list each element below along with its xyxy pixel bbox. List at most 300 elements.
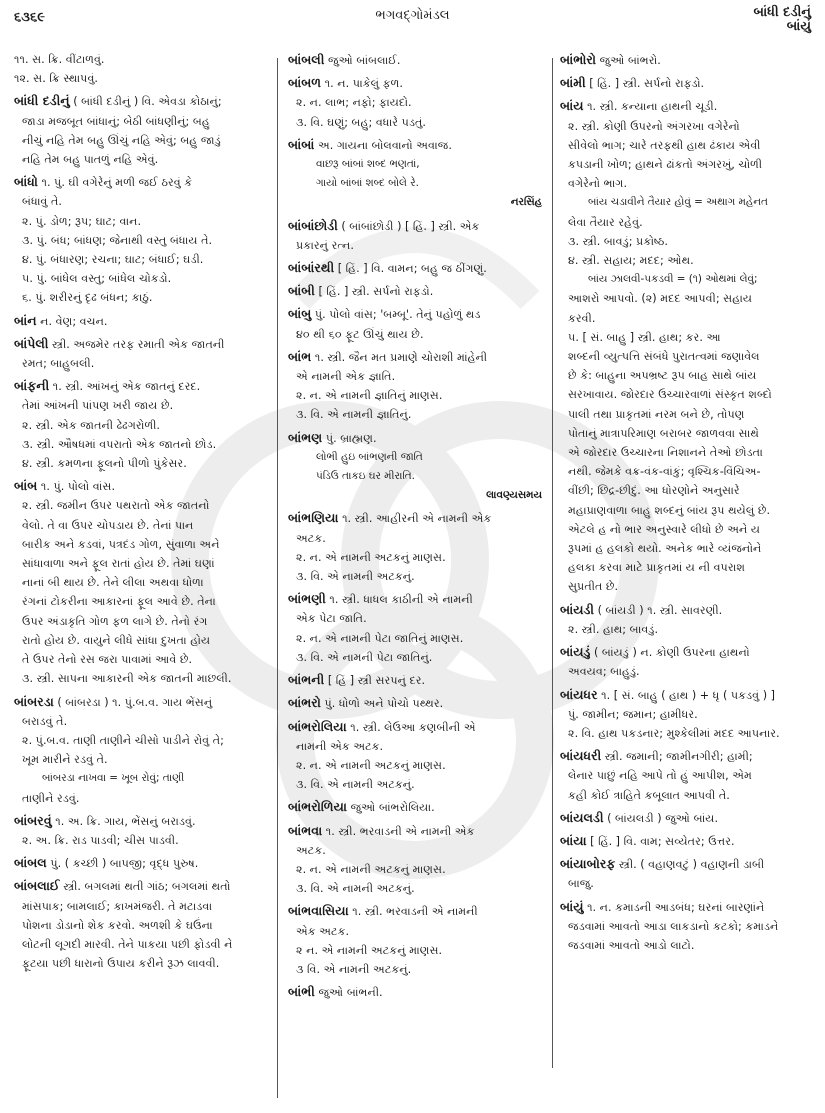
headword: બાંબલાઈ — [14, 878, 60, 894]
definition-text: ૧. સ્ત્રી. આંખનું એક જાતનું દરદ. — [49, 380, 201, 394]
definition-text: ( બાંયડી ) ૧. સ્ત્રી. સાવરણી. — [594, 603, 723, 617]
entry-headword-line — [14, 91, 272, 111]
definition-text: આશરો આપવો. (૨) મદદ આપવી; સહાય — [568, 292, 753, 306]
headword: બાંભોરો — [560, 52, 597, 67]
definition-text: ૩. વિ. એ નામની અટકનું. — [296, 882, 415, 896]
definition-text: ૧. ન. કમાડની આડબંધ; ઘરનાં બારણાંને — [583, 900, 765, 914]
entry-text-line — [288, 941, 546, 960]
entry-text-line — [560, 520, 815, 539]
definition-text: ૨. સ્ત્રી. એક જાતની ઢેઢગરોળી. — [22, 418, 160, 432]
headword: બાંયું — [560, 898, 584, 914]
entry-text-line — [288, 93, 546, 112]
entry-headword-line — [288, 717, 546, 737]
column-middle — [288, 50, 546, 1090]
definition-text: નીચું નહિ તેમ બહુ ઊંચું નહિ એવું; બહુ જાડું — [22, 133, 221, 147]
entry-text-line — [14, 831, 272, 850]
headword: બાંન — [14, 312, 37, 328]
definition-text: લેનાર પાછું નહિ આપે તો હું આપીશ, એમ — [568, 769, 752, 783]
entry-headword-line — [14, 376, 272, 396]
entry-text-line — [560, 481, 815, 500]
definition-text: પોતાનું માત્રાપરિમાણ બરાબર જાળવવા સાથે — [568, 426, 759, 440]
definition-text: ૧. અ. ક્રિ. ગાય, ભેંસનું બરાડવું. — [51, 814, 196, 828]
definition-text: ૨. સ્ત્રી. જમીન ઉપર પથરાતો એક જાતનો — [22, 499, 210, 513]
column-right — [560, 50, 815, 1090]
column-left — [14, 50, 272, 1090]
definition-text: મહાપ્રાણવાળા બાહુ શબ્દનું બાંય રૂપ થયેલું છે. — [568, 503, 771, 517]
entry-text-line — [14, 712, 272, 731]
headword: બાંબળ — [288, 75, 322, 91]
definition-text: ખૂમ મારીને રડવું તે. — [22, 753, 108, 767]
entry-headword-line — [288, 50, 546, 70]
definition-text: ૩ વિ. એ નામની અટકનું. — [296, 962, 412, 976]
headword: બાંયલડી — [560, 809, 604, 825]
definition-text: ૨. પું. ડોળ; રૂપ; ઘાટ; વાન. — [22, 214, 142, 228]
headword: બાંભરો — [288, 695, 321, 711]
definition-text: ૪૦ થી ૬૦ ફૂટ ઊંચું થાય છે. — [296, 327, 424, 341]
definition-text: ૨. ન. એ નામની અટકનું માણસ. — [296, 550, 446, 564]
definition-text: ૪. સ્ત્રી. કમળના ફૂલનો પીળો પુંકેસર. — [22, 457, 187, 471]
definition-text: જુઓ બાંભની. — [314, 986, 383, 1000]
entry-headword-line — [288, 347, 546, 367]
entry-text-line — [560, 117, 815, 136]
entry-text-line — [288, 448, 546, 467]
definition-text: પંડિઉ તાકઇ ઘર મીરાતિ. — [316, 470, 415, 483]
entry-text-line — [14, 288, 272, 307]
entry-headword-line — [560, 854, 815, 874]
definition-text: ૫. [ સં. બાહુ ] સ્ત્રી. હાથ; કર. આ — [568, 330, 721, 344]
definition-text: [ હિં. ] વિ. વામ; સવ્યેતર; ઉત્તર. — [586, 834, 735, 848]
definition-text: ૧. સ્ત્રી. ભરવાડની એ નામની એક — [322, 824, 475, 838]
definition-text: ૩. વિ. એ નામની અટકનું. — [296, 778, 415, 792]
entry-text-line — [560, 724, 815, 743]
entry-text-line — [560, 347, 815, 366]
definition-text: અવયવ; બાહુડું. — [568, 665, 640, 679]
definition-text: ( બાંબાંછોડી ) [ હિં. ] સ્ત્રી. એક — [337, 219, 480, 233]
entry-headword-line — [288, 258, 546, 278]
definition-text: જુઓ બાંબલાઈ. — [324, 54, 401, 67]
entry-text-line — [288, 648, 546, 667]
definition-text: નરસિંહ — [510, 196, 542, 209]
entry-headword-line — [288, 821, 546, 841]
definition-text: કહી કોઈ ત્રાહિતે કબૂલાત આપવી તે. — [568, 788, 730, 802]
definition-text: રાતો હોય છે. વાયુને લીધે સાંધા દુખતા હોય — [22, 633, 211, 647]
entry-text-line — [288, 486, 546, 505]
entry-headword-line — [560, 50, 815, 70]
definition-text: સાંધાવાળા અને ફૂલ રાતાં હોય છે. તેમાં ઘણાં — [22, 557, 215, 571]
entry-text-line — [288, 155, 546, 174]
entry-text-line — [288, 841, 546, 860]
definition-text: નામની એક અટક. — [296, 739, 384, 753]
definition-text: [ હિં. ] સ્ત્રી. સર્પનો રાફડો. — [314, 285, 434, 299]
entry-text-line — [14, 612, 272, 631]
definition-text: હલકા કરવા માટે પ્રાકૃતમાં ય ની વપરાશ — [568, 561, 745, 575]
definition-text: એ નામની એક જ્ઞાતિ. — [296, 370, 396, 384]
definition-text: ૨. ન. એ નામની અટકનું માણસ. — [296, 758, 446, 772]
definition-text: ( બાંધી દડીનું ) વિ. એવડા કોઠાનું; — [69, 95, 222, 109]
entry-text-line — [560, 385, 815, 404]
entry-text-line — [14, 554, 272, 573]
definition-text: ૧. સ્ત્રી. લેઉઆ કણબીની એ — [346, 720, 476, 734]
definition-text: ગાયો બાંબાં શબ્દ બોલે રે. — [316, 177, 419, 190]
entry-text-line — [288, 609, 546, 628]
entry-text-line — [560, 501, 815, 520]
definition-text: અ. ગાયના બોલવાનો અવાજ. — [314, 138, 452, 152]
entry-text-line — [560, 251, 815, 270]
entry-text-line — [560, 232, 815, 251]
definition-text: ૨. અ. ક્રિ. રાડ પાડવી; ચીસ પાડવી. — [22, 833, 179, 847]
entry-headword-line — [288, 73, 546, 93]
headword: બાંયડું — [560, 644, 591, 660]
headword: બાંભી — [288, 984, 315, 1000]
definition-text: પું. જામીન; જમાન; હામીધર. — [568, 707, 698, 721]
entry-text-line — [14, 731, 272, 750]
headword: બાંભણ — [288, 429, 323, 445]
entry-headword-line — [288, 428, 546, 448]
definition-text: ૧૧. સ. ક્રિ. વીંટાળવું. — [14, 53, 105, 66]
definition-text: ૩. સ્ત્રી. સાપના આકારની એક જાતની માછલી. — [22, 672, 232, 686]
entry-text-line — [288, 737, 546, 756]
headword: બાંપેલી — [14, 335, 49, 351]
headword: બાંબલી — [288, 52, 325, 67]
headword: બાંધી દડીનું — [14, 93, 70, 109]
entry-text-line — [14, 496, 272, 515]
definition-text: ૧. પું. પોલો વાંસ. — [37, 480, 116, 494]
definition-text: ૩. સ્ત્રી. ઔષધમાં વપરાતો એક જાતનો છોડ. — [22, 437, 217, 451]
headword: બાંભરોલિયા — [288, 718, 347, 734]
entry-text-line — [14, 269, 272, 288]
entry-text-line — [14, 535, 272, 554]
definition-text: ૩. પું. બંધ; બાંધણ; જેનાથી વસ્તુ બંધાય તે. — [22, 233, 213, 247]
headword: બાંભણિયા — [288, 510, 339, 526]
headword: બાંબરડા — [14, 693, 54, 709]
entry-headword-line — [560, 808, 815, 828]
entry-text-line — [14, 916, 272, 935]
entry-text-line — [560, 155, 815, 174]
entry-text-line — [560, 462, 815, 481]
definition-text: ૨. ન. એ નામની અટકનું માણસ. — [296, 862, 446, 876]
entry-text-line — [14, 150, 272, 169]
guide-words — [754, 6, 811, 34]
definition-text: બંધાવું તે. — [22, 195, 62, 209]
entry-headword-line — [14, 853, 272, 873]
headword: બાંયધર — [560, 686, 598, 702]
entry-text-line — [560, 786, 815, 805]
definition-text: સુપ્રતીત છે. — [568, 580, 619, 594]
entry-text-line — [288, 174, 546, 193]
definition-text: [ હિં ] સ્ત્રી સરપનું દર. — [324, 674, 426, 688]
entry-headword-line — [14, 476, 272, 496]
headword: બાંયડી — [560, 601, 595, 617]
page-header — [0, 0, 825, 44]
definition-text: લેવા તૈયાર રહેવું. — [568, 215, 643, 229]
entry-text-line — [288, 879, 546, 898]
entry-headword-line — [560, 96, 815, 116]
headword: બાંબલ — [14, 855, 47, 871]
definition-text: નહિ તેમ બહુ પાતળું નહિ એવું. — [22, 153, 159, 167]
entry-text-line — [14, 750, 272, 769]
entry-headword-line — [288, 670, 546, 690]
definition-text: સ્ત્રી. ( વહાણવટું ) વહાણની ડાબી — [615, 858, 765, 872]
entry-text-line — [14, 212, 272, 231]
definition-text: રમત; બાહુબલી. — [22, 357, 95, 371]
definition-text: ( બાંયલડી ) જુઓ બાંય. — [603, 811, 719, 825]
definition-text: જાડા મજબૂત બાંધાનું; બેઠી બાંધણીનું; બહુ — [22, 114, 210, 128]
entry-text-line — [14, 354, 272, 373]
entry-text-line — [560, 620, 815, 639]
entry-text-line — [14, 112, 272, 131]
running-title: ભગવદ્ગોમંડલ — [375, 8, 450, 23]
entry-text-line — [560, 424, 815, 443]
entry-headword-line — [560, 73, 815, 93]
entry-headword-line — [14, 692, 272, 712]
headword: બાંભવા — [288, 822, 323, 838]
entry-text-line — [288, 325, 546, 344]
entry-headword-line — [560, 831, 815, 851]
definition-text: ૩. વિ. એ નામની પેટા જાતિનું. — [296, 650, 433, 664]
entry-text-line — [560, 936, 815, 955]
headword: બાંભરોળિયા — [288, 799, 348, 815]
definition-text: બારીક અને કડવાં, પત્રદંડ ગોળ, સુંવાળા અને — [22, 537, 220, 551]
entry-text-line — [288, 367, 546, 386]
guide-word-first: બાંધી દડીનું — [753, 5, 811, 20]
definition-text: પાલી તથા પ્રાકૃતમાં નરમ બને છે, તોપણ — [568, 407, 745, 421]
headword: બાંબ — [14, 478, 38, 494]
entry-text-line — [288, 629, 546, 648]
definition-text: બાજુ. — [568, 877, 594, 891]
entry-text-line — [14, 192, 272, 211]
entry-text-line — [14, 435, 272, 454]
definition-text: ૩. વિ. એ નામની અટકનું. — [296, 570, 415, 584]
entry-text-line — [560, 309, 815, 328]
definition-text: સ્ત્રી. અજમેર તરફ રમાતી એક જાતની — [48, 337, 225, 351]
entry-headword-line — [560, 685, 815, 705]
definition-text: સીવેલો ભાગ; ચારે તરફથી હાથ ઢંકાય એવી — [568, 138, 761, 152]
definition-text: [ હિં. ] સ્ત્રી. સર્પનો રાફડો. — [585, 77, 705, 91]
entry-text-line — [288, 467, 546, 486]
definition-text: ૧. સ્ત્રી. આહીરની એ નામની એક — [338, 512, 492, 526]
entry-text-line — [14, 769, 272, 788]
entry-text-line — [14, 573, 272, 592]
entry-headword-line — [560, 746, 815, 766]
headword: બાંય — [560, 98, 584, 114]
headword: બાંબી — [288, 283, 315, 299]
definition-text: શબ્દની વ્યુત્પત્તિ સંબંધે પુરાતત્વમાં જણાવેલ — [568, 350, 760, 364]
entry-text-line — [14, 650, 272, 669]
entry-text-line — [14, 897, 272, 916]
definition-text: બરાડવું તે. — [22, 714, 68, 728]
entry-text-line — [560, 405, 815, 424]
definition-text: ૧. સ્ત્રી. ભરવાડની એ નામની — [348, 905, 478, 919]
definition-text: પું. ( કચ્છી ) બાપજી; વૃદ્ધ પુરુષ. — [46, 857, 199, 871]
definition-text: બાંય ચડાવીને તૈયાર હોવું = અથાગ મહેનત — [588, 196, 768, 209]
definition-text: એક પેટા જાતિ. — [296, 612, 367, 626]
definition-text: ૨. વિ. હાથ પકડનાર; મુશ્કેલીમાં મદદ આપનાર. — [568, 726, 780, 740]
headword: બાંબરવું — [14, 812, 52, 828]
definition-text: ફૂટયા પછી ધારાનો ઉપાય કરીને રૂઝ લાવવી. — [22, 957, 220, 971]
definition-text: લોટની લૂગદી મારવી. તેને પાકયા પછી ફોડવી ને — [22, 937, 233, 951]
definition-text: ૧. સ્ત્રી. કન્યાના હાથની ચૂડી. — [583, 100, 718, 114]
definition-text: ૩. વિ. એ નામની જ્ઞાતિનું. — [296, 408, 412, 422]
definition-text: ૧. પું. ઘી વગેરેનું મળી જઈ ઠરવું કે — [37, 176, 193, 190]
entry-text-line — [560, 874, 815, 893]
dictionary-body — [0, 50, 825, 1100]
entry-headword-line — [14, 876, 272, 896]
entry-headword-line — [288, 508, 546, 528]
definition-text: ૨. સ્ત્રી. હાથ; બાવડું. — [568, 622, 659, 636]
entry-headword-line — [288, 901, 546, 921]
definition-text: રંગનાં ટોકરીના આકારનાં ફૂલ આવે છે. તેના — [22, 595, 216, 609]
entry-text-line — [288, 860, 546, 879]
definition-text: ( બાંબરડા ) ૧. પું.બ.વ. ગાય ભેંસનું — [53, 695, 213, 709]
headword: બાંધો — [14, 174, 38, 190]
entry-headword-line — [560, 600, 815, 620]
entry-text-line — [14, 50, 272, 69]
definition-text: છે કે: બાહુના અપભ્રષ્ટ રૂપ બાહ સાથે બાંય — [568, 369, 757, 383]
definition-text: ન. વેણ; વચન. — [36, 314, 108, 328]
entry-headword-line — [288, 589, 546, 609]
guide-word-last: બાંયું — [786, 19, 811, 34]
entry-text-line — [560, 328, 815, 347]
definition-text: અટક. — [296, 531, 326, 545]
definition-text: વાછરૂ બાંબાં શબ્દ ભણતાં, — [316, 158, 420, 171]
headword: બાંફની — [14, 378, 50, 394]
headword: બાંભની — [288, 672, 325, 688]
headword: બાંબાં — [288, 136, 315, 152]
headword: બાંયધરી — [560, 748, 602, 764]
headword: બાંબાંરથી — [288, 260, 335, 276]
entry-text-line — [14, 396, 272, 415]
headword: બાંમી — [560, 75, 586, 91]
entry-headword-line — [288, 693, 546, 713]
definition-text: ૫. પું. બાંધેલ વસ્તુ; બાંધેલ ચોકડો. — [22, 272, 172, 286]
entry-headword-line — [14, 811, 272, 831]
entry-headword-line — [288, 797, 546, 817]
entry-text-line — [288, 236, 546, 255]
definition-text: સ્ત્રી. જમાની; જામીનગીરી; હામી; — [601, 750, 753, 764]
definition-text: જડવામાં આવતો આડો લાટો. — [568, 938, 695, 952]
definition-text: લાવણ્યસમય — [486, 489, 542, 502]
definition-text: ૪. પું. બંધારણ; રચના; ઘાટ; બંધાઈ; ઘડી. — [22, 253, 204, 267]
definition-text: તાણીને રડવું. — [22, 791, 80, 805]
headword: બાંભણી — [288, 591, 326, 607]
entry-text-line — [560, 270, 815, 289]
entry-text-line — [560, 366, 815, 385]
definition-text: પોશના ડોડાનો શેક કરવો. અળશી કે ઘઉંના — [22, 918, 213, 932]
definition-text: બાંય ઝાલવી-પકડવી = (૧) ઓથમાં લેવું; — [588, 273, 758, 286]
entry-text-line — [560, 705, 815, 724]
definition-text: ૨. સ્ત્રી. કોણી ઉપરનો અંગરખા વગેરેનો — [568, 119, 740, 133]
entry-text-line — [560, 577, 815, 596]
entry-text-line — [14, 416, 272, 435]
definition-text: તેમાં આંખની પાંપણ ખરી જાય છે. — [22, 399, 174, 413]
entry-headword-line — [288, 135, 546, 155]
definition-text: જુઓ બાંભરો. — [596, 54, 661, 67]
definition-text: તે ઉપર તેનો રસ જરા પાવામાં આવે છે. — [22, 653, 193, 667]
entry-text-line — [14, 592, 272, 611]
entry-text-line — [14, 935, 272, 954]
entry-text-line — [560, 136, 815, 155]
definition-text: કપડાની ખોળ; હાથને ઢાંકતો અંગરખું, ચોળી — [568, 158, 763, 172]
entry-text-line — [14, 250, 272, 269]
headword: બાંબુ — [288, 306, 312, 322]
entry-text-line — [14, 231, 272, 250]
definition-text: પું. બ્રાહ્મણ. — [322, 431, 377, 445]
entry-text-line — [560, 917, 815, 936]
definition-text: વીંછી; છિદ્ર-છીદું. આ ધોરણોને અનુસારે — [568, 484, 740, 498]
entry-text-line — [560, 213, 815, 232]
definition-text: ૨. ન. એ નામની જ્ઞાતિનું માણસ. — [296, 389, 443, 403]
entry-text-line — [288, 548, 546, 567]
definition-text: પ્રકારનું રત્ન. — [296, 238, 354, 252]
entry-text-line — [14, 516, 272, 535]
entry-text-line — [560, 289, 815, 308]
page-number: ૬૩૬૯ — [14, 10, 45, 25]
definition-text: કરવી. — [568, 311, 596, 325]
definition-text: સ્ત્રી. બગલમાં થતી ગાંઠ; બગલમાં થતો — [59, 880, 231, 894]
entry-headword-line — [14, 172, 272, 192]
entry-headword-line — [288, 216, 546, 236]
entry-headword-line — [14, 334, 272, 354]
definition-text: બાંબરડા નાખવા = ખૂબ રોવું; તાણી — [42, 772, 185, 785]
definition-text: વેલો. તે વા ઉપર ચોપડાય છે. તેનાં પાન — [22, 518, 194, 532]
entry-headword-line — [288, 982, 546, 1002]
entry-text-line — [560, 174, 815, 193]
definition-text: ૩. સ્ત્રી. બાવડું; પ્રકોષ્ઠ. — [568, 234, 668, 248]
definition-text: જડવામાં આવતો આડા લાકડાનો કટકો; કમાડને — [568, 919, 779, 933]
definition-text: એક અટક. — [296, 924, 350, 938]
definition-text: લોભી હુઇ બાંભણની જાતિ — [316, 450, 423, 463]
definition-text: માંસપાક; બામલાઈ; કાખમંજરી. તે મટાડવા — [22, 899, 213, 913]
definition-text: [ હિં. ] વિ. વામન; બહુ જ ઠીંગણું. — [334, 262, 487, 276]
entry-headword-line — [288, 304, 546, 324]
entry-text-line — [288, 960, 546, 979]
entry-text-line — [560, 662, 815, 681]
entry-text-line — [560, 193, 815, 212]
definition-text: ૬. પું. શરીરનું દૃઢ બંધન; કાઠું. — [22, 291, 153, 305]
entry-text-line — [560, 539, 815, 558]
headword: બાંબાંછોડી — [288, 217, 338, 233]
headword: બાંયા — [560, 832, 587, 848]
entry-text-line — [288, 756, 546, 775]
definition-text: ૩. વિ. ઘણું; બહુ; વધારે પડતું. — [296, 115, 426, 129]
definition-text: એટલે હ નો ભાર અનુસ્વારે લીધો છે અને ય — [568, 522, 761, 536]
definition-text: અટક. — [296, 843, 326, 857]
entry-text-line — [14, 131, 272, 150]
definition-text: ૨. પું.બ.વ. તાણી તાણીને ચીસો પાડીને રોવું તે; — [22, 733, 224, 747]
definition-text: ૧. સ્ત્રી. જૈન મત પ્રમાણે ચોરાશી માંહેની — [311, 350, 488, 364]
entry-text-line — [288, 775, 546, 794]
headword: બાંયાબોરફ — [560, 856, 616, 872]
entry-headword-line — [14, 311, 272, 331]
definition-text: ૨ ન. એ નામની અટકનું માણસ. — [296, 943, 443, 957]
entry-text-line — [288, 922, 546, 941]
definition-text: ૧૨. સ. ક્રિ સ્થાપવું. — [14, 72, 98, 86]
entry-headword-line — [288, 281, 546, 301]
entry-text-line — [288, 529, 546, 548]
definition-text: ૪. સ્ત્રી. સહાય; મદદ; ઓથ. — [568, 254, 694, 268]
definition-text: પું. પોલો વાંસ; 'બમ્બૂ'. તેનું પહોળું થડ — [311, 308, 481, 322]
definition-text: ઉપર અંડાકૃતિ ગોળ ફળ લાગે છે. તેનો રંગ — [22, 614, 208, 628]
entry-headword-line — [560, 897, 815, 917]
definition-text: પું. ધોળો અને પોચો પથ્થર. — [320, 697, 444, 711]
definition-text: સરખાવાય. જોરદાર ઉચ્ચારવાળાં સંસ્કૃત શબ્દો — [568, 388, 772, 402]
definition-text: ૧. ન. પાકેલું ફળ. — [321, 77, 403, 91]
definition-text: ૨. ન. લાભ; નફો; ફાયદો. — [296, 96, 412, 110]
entry-text-line — [288, 113, 546, 132]
entry-text-line — [288, 567, 546, 586]
entry-text-line — [14, 789, 272, 808]
definition-text: ૨. ન. એ નામની પેટા જાતિનું માણસ. — [296, 631, 464, 645]
